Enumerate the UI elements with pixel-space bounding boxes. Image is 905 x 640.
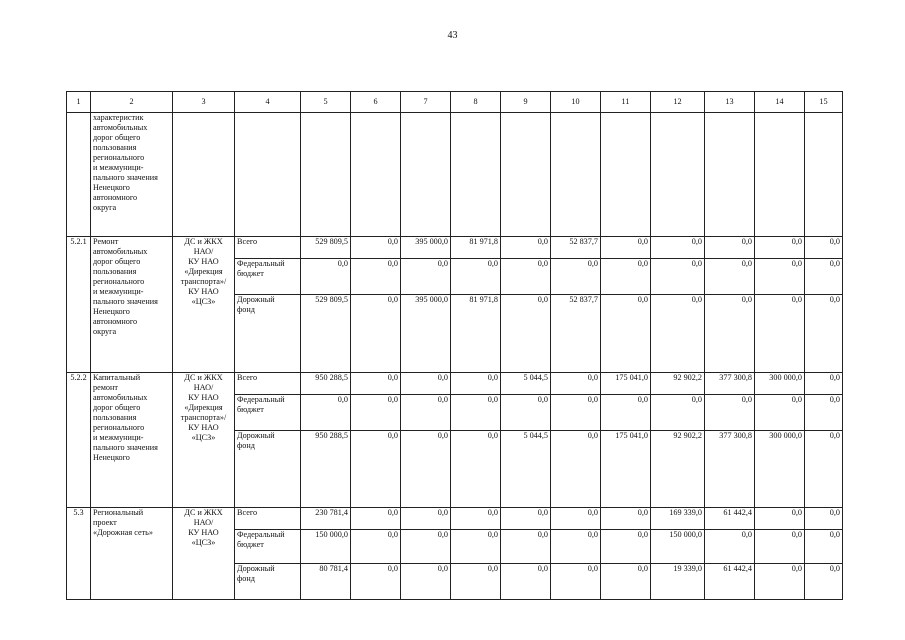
empty-cell [805,113,843,237]
description-line: ремонт [93,383,118,392]
description-line: дорог общего [93,133,141,142]
cell-value: 300 000,0 [755,373,805,395]
empty-cell [501,113,551,237]
cell-value: 150 000,0 [651,530,705,564]
executor-line: ДС и ЖКХ [184,508,223,517]
executor-line: «Дирекция [184,267,223,276]
cell-value: 80 781,4 [301,564,351,600]
cell-value: 529 809,5 [301,237,351,259]
cell-value: 92 902,2 [651,373,705,395]
cell-value: 0,0 [755,295,805,373]
description-line: и межмуници- [93,433,144,442]
cell-number: 5.2.2 [67,373,91,508]
empty-cell [651,113,705,237]
cell-value: 0,0 [401,564,451,600]
funding-source-line: Федеральный [237,395,285,404]
cell-value: 0,0 [501,530,551,564]
cell-value: 0,0 [351,564,401,600]
description-line: пользования [93,413,137,422]
cell-value: 0,0 [805,259,843,295]
cell-value: 0,0 [451,530,501,564]
cell-value: 0,0 [805,508,843,530]
description-line: пального значения [93,297,158,306]
cell-funding-source [235,395,301,431]
executor-line: «ЦСЗ» [191,433,216,442]
executor-line: НАО/ [193,383,214,392]
table-row [67,508,843,530]
empty-cell [755,113,805,237]
description-line: округа [93,203,117,212]
header-row [67,92,843,113]
executor-line: «ЦСЗ» [191,538,216,547]
cell-value: 0,0 [705,395,755,431]
empty-cell [401,113,451,237]
cell-funding-source [235,564,301,600]
empty-cell [551,113,601,237]
cell-value: 0,0 [805,373,843,395]
description-line: пользования [93,267,137,276]
funding-source-line: бюджет [237,269,264,278]
description-line: пального значения [93,173,158,182]
cell-value: 0,0 [401,373,451,395]
cell-value: 0,0 [805,564,843,600]
description-line: пользования [93,143,137,152]
funding-source-line: Дорожный [237,431,275,440]
cell-value: 0,0 [501,508,551,530]
cell-value: 377 300,8 [705,373,755,395]
funding-source-line: фонд [237,574,255,583]
cell-value: 0,0 [805,295,843,373]
column-header: 9 [501,92,551,113]
cell-number: 5.2.1 [67,237,91,373]
cell-value: 0,0 [755,237,805,259]
cell-value: 0,0 [805,237,843,259]
cell-number [67,113,91,237]
cell-executor [173,373,235,508]
cell-executor [173,508,235,600]
description-line: регионального [93,153,145,162]
cell-value: 61 442,4 [705,508,755,530]
description-line: проект [93,518,117,527]
cell-value: 0,0 [601,395,651,431]
description-line: Капитальный [93,373,141,382]
empty-cell [301,113,351,237]
cell-value: 0,0 [601,237,651,259]
cell-value: 0,0 [755,259,805,295]
executor-line: КУ НАО [188,257,219,266]
column-header: 1 [67,92,91,113]
column-header: 13 [705,92,755,113]
description-line: дорог общего [93,257,141,266]
cell-value: 0,0 [351,259,401,295]
empty-cell [451,113,501,237]
description-line: и межмуници- [93,163,144,172]
cell-funding-source [235,530,301,564]
description-line: Ненецкого [93,453,130,462]
empty-cell [705,113,755,237]
column-header: 5 [301,92,351,113]
description-line: характеристик [93,113,144,122]
column-header: 10 [551,92,601,113]
cell-value: 529 809,5 [301,295,351,373]
column-header: 12 [651,92,705,113]
cell-value: 0,0 [301,395,351,431]
cell-value: 0,0 [351,508,401,530]
executor-line: ДС и ЖКХ [184,237,223,246]
cell-value: 0,0 [551,508,601,530]
description-line: автомобильных [93,247,148,256]
description-line: «Дорожная сеть» [93,528,154,537]
executor-line: транспорта»/ [180,277,227,286]
funding-source-line: Федеральный [237,530,285,539]
funding-source-line: Дорожный [237,295,275,304]
cell-value: 0,0 [451,564,501,600]
description-line: автономного [93,193,138,202]
column-header: 14 [755,92,805,113]
cell-value: 5 044,5 [501,431,551,508]
description-line: автономного [93,317,138,326]
executor-line: КУ НАО [188,423,219,432]
cell-funding-source [235,295,301,373]
description-line: автомобильных [93,393,148,402]
cell-value: 0,0 [651,395,705,431]
cell-description [91,373,173,508]
executor-line: ДС и ЖКХ [184,373,223,382]
cell-funding-source [235,508,301,530]
cell-value: 950 288,5 [301,431,351,508]
column-header: 15 [805,92,843,113]
description-line: автомобильных [93,123,148,132]
cell-value: 0,0 [601,530,651,564]
cell-number: 5.3 [67,508,91,600]
description-line: Ненецкого [93,307,130,316]
cell-value: 150 000,0 [301,530,351,564]
empty-cell [601,113,651,237]
column-header: 3 [173,92,235,113]
executor-line: НАО/ [193,247,214,256]
cell-value: 395 000,0 [401,237,451,259]
cell-value: 0,0 [401,530,451,564]
cell-value: 0,0 [601,508,651,530]
executor-line: КУ НАО [188,393,219,402]
cell-value: 0,0 [551,259,601,295]
cell-funding-source [235,431,301,508]
description-line: регионального [93,277,145,286]
cell-executor [173,237,235,373]
cell-value: 92 902,2 [651,431,705,508]
cell-value: 0,0 [451,259,501,295]
cell-funding-source [235,373,301,395]
description-line: пального значения [93,443,158,452]
cell-value: 0,0 [351,295,401,373]
description-line: регионального [93,423,145,432]
cell-value: 0,0 [755,530,805,564]
continuation-row [67,113,843,237]
table-body [67,113,843,600]
cell-value: 52 837,7 [551,295,601,373]
description-line: Ненецкого [93,183,130,192]
cell-value: 395 000,0 [401,295,451,373]
funding-source-line: Всего [237,373,258,382]
cell-description [91,508,173,600]
cell-value: 0,0 [501,395,551,431]
cell-value: 0,0 [651,295,705,373]
column-header: 11 [601,92,651,113]
cell-value: 0,0 [805,431,843,508]
table-row [67,373,843,395]
cell-value: 0,0 [551,373,601,395]
description-line: и межмуници- [93,287,144,296]
cell-value: 0,0 [451,373,501,395]
column-header: 4 [235,92,301,113]
cell-description [91,113,173,237]
cell-funding-source [235,259,301,295]
description-line: округа [93,327,117,336]
executor-line: «Дирекция [184,403,223,412]
cell-value: 0,0 [351,373,401,395]
cell-value: 0,0 [401,508,451,530]
cell-value: 175 041,0 [601,431,651,508]
executor-line: НАО/ [193,518,214,527]
cell-value: 61 442,4 [705,564,755,600]
funding-source-line: Федеральный [237,259,285,268]
empty-cell [351,113,401,237]
cell-value: 19 339,0 [651,564,705,600]
cell-value: 0,0 [501,259,551,295]
cell-description [91,237,173,373]
cell-value: 0,0 [551,564,601,600]
description-line: дорог общего [93,403,141,412]
budget-table [66,91,843,600]
cell-value: 52 837,7 [551,237,601,259]
executor-line: «ЦСЗ» [191,297,216,306]
description-line: Ремонт [93,237,119,246]
cell-value: 81 971,8 [451,237,501,259]
empty-cell [235,113,301,237]
cell-value: 0,0 [705,259,755,295]
cell-value: 0,0 [705,237,755,259]
cell-value: 0,0 [705,530,755,564]
cell-value: 230 781,4 [301,508,351,530]
funding-source-line: фонд [237,441,255,450]
cell-value: 0,0 [451,395,501,431]
empty-cell [173,113,235,237]
cell-value: 377 300,8 [705,431,755,508]
executor-line: КУ НАО [188,287,219,296]
cell-value: 0,0 [551,395,601,431]
cell-value: 0,0 [755,508,805,530]
column-header: 6 [351,92,401,113]
cell-value: 0,0 [301,259,351,295]
column-header: 2 [91,92,173,113]
page-number: 43 [447,30,458,41]
funding-source-line: Всего [237,237,258,246]
cell-value: 300 000,0 [755,431,805,508]
cell-value: 0,0 [601,564,651,600]
cell-value: 0,0 [651,237,705,259]
executor-line: КУ НАО [188,528,219,537]
cell-value: 175 041,0 [601,373,651,395]
cell-value: 0,0 [451,431,501,508]
cell-value: 0,0 [351,237,401,259]
cell-value: 5 044,5 [501,373,551,395]
cell-value: 0,0 [805,530,843,564]
cell-value: 0,0 [755,564,805,600]
column-header: 8 [451,92,501,113]
cell-value: 0,0 [601,259,651,295]
cell-value: 0,0 [805,395,843,431]
cell-value: 0,0 [401,431,451,508]
description-line: Региональный [93,508,144,517]
cell-value: 0,0 [401,259,451,295]
cell-funding-source [235,237,301,259]
cell-value: 81 971,8 [451,295,501,373]
cell-value: 0,0 [501,295,551,373]
cell-value: 0,0 [351,395,401,431]
cell-value: 0,0 [551,431,601,508]
funding-source-line: Дорожный [237,564,275,573]
cell-value: 0,0 [501,564,551,600]
cell-value: 169 339,0 [651,508,705,530]
cell-value: 0,0 [501,237,551,259]
executor-line: транспорта»/ [180,413,227,422]
cell-value: 0,0 [351,431,401,508]
cell-value: 0,0 [651,259,705,295]
cell-value: 950 288,5 [301,373,351,395]
cell-value: 0,0 [705,295,755,373]
table-row [67,237,843,259]
cell-value: 0,0 [755,395,805,431]
funding-source-line: Всего [237,508,258,517]
cell-value: 0,0 [601,295,651,373]
cell-value: 0,0 [451,508,501,530]
cell-value: 0,0 [351,530,401,564]
cell-value: 0,0 [551,530,601,564]
funding-source-line: бюджет [237,540,264,549]
funding-source-line: фонд [237,305,255,314]
cell-value: 0,0 [401,395,451,431]
funding-source-line: бюджет [237,405,264,414]
column-header: 7 [401,92,451,113]
